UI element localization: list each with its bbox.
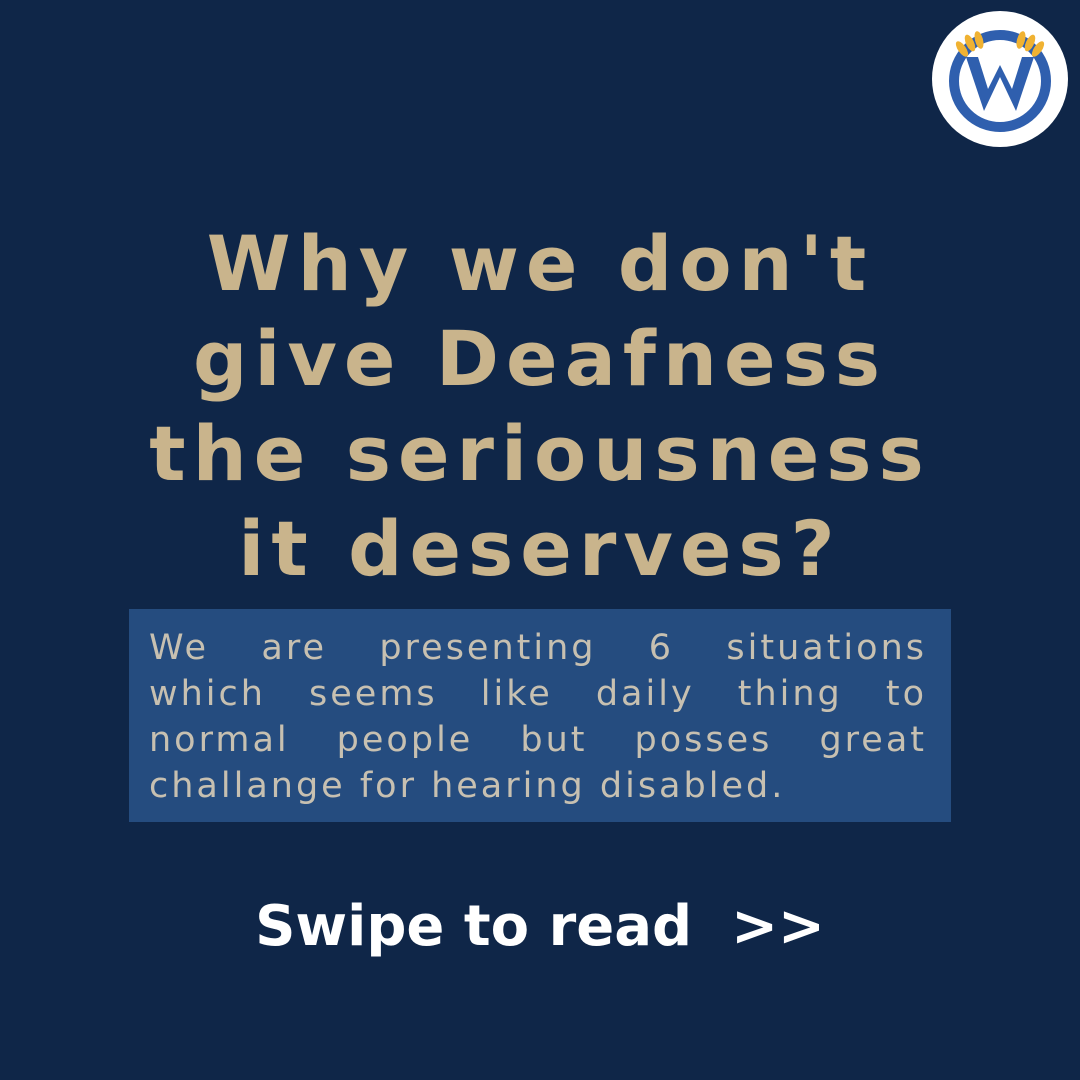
organization-logo-icon <box>932 11 1068 147</box>
headline-line: give Deafness <box>192 314 888 403</box>
headline-line: Why we don't <box>206 219 874 308</box>
intro-text-box <box>129 609 951 822</box>
intro-line: challange for hearing disabled. <box>149 766 786 806</box>
intro-line: normal people but posses great <box>149 720 927 760</box>
headline-line: it deserves? <box>238 504 842 593</box>
swipe-to-read-prompt[interactable]: Swipe to read >> <box>255 894 825 959</box>
organization-logo <box>932 11 1068 147</box>
headline <box>60 216 1020 596</box>
intro-line: We are presenting 6 situations <box>149 628 927 668</box>
intro-line: which seems like daily thing to <box>149 674 927 714</box>
headline-line: the seriousness <box>149 409 931 498</box>
